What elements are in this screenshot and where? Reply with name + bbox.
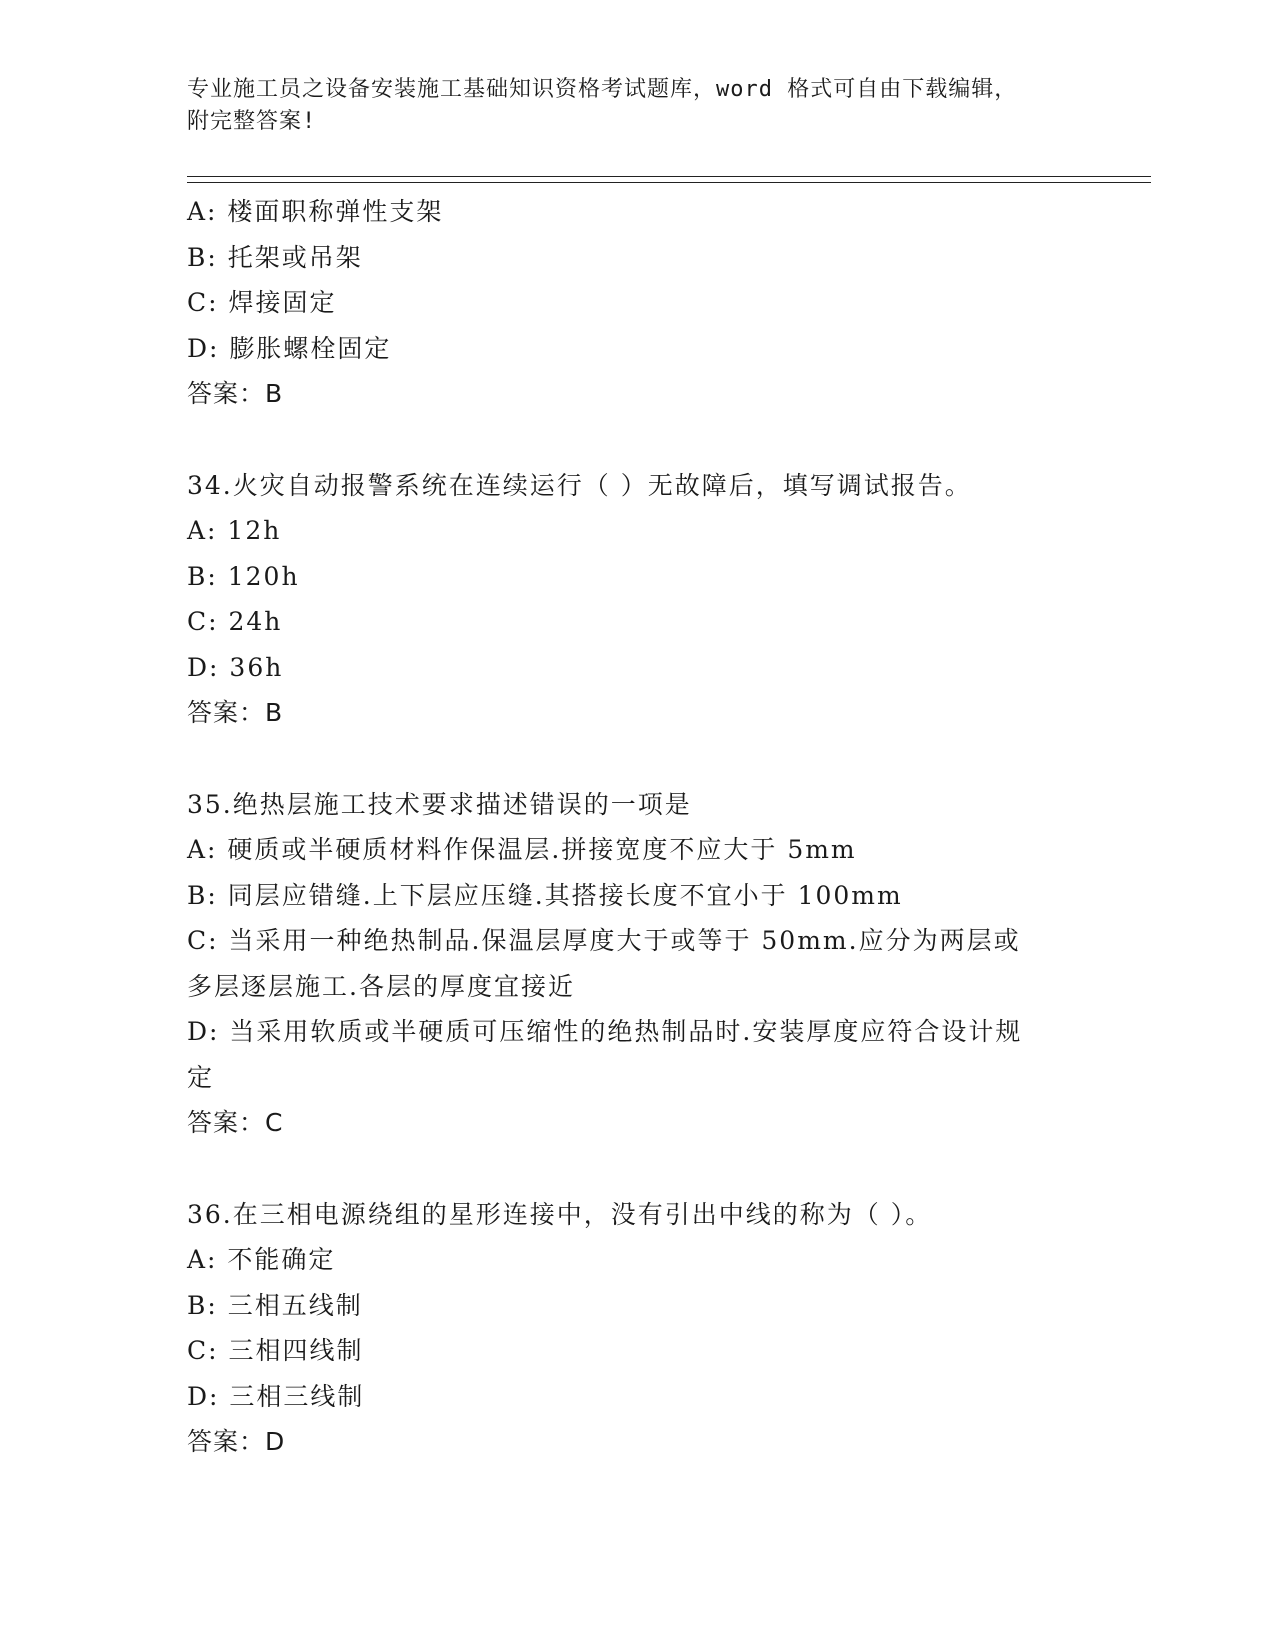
- header-line-1: 专业施工员之设备安装施工基础知识资格考试题库，word 格式可自由下载编辑，: [187, 77, 1018, 102]
- option-a: A: 不能确定: [187, 1245, 336, 1274]
- option-c: C: 24h: [187, 607, 283, 636]
- block-spacer: [187, 1146, 1087, 1192]
- answer-line: 答案：D: [187, 1427, 286, 1456]
- question-text: 34.火灾自动报警系统在连续运行（ ）无故障后，填写调试报告。: [187, 470, 972, 500]
- answer-line: 答案：B: [187, 698, 284, 727]
- option-a: A: 硬质或半硬质材料作保温层.拼接宽度不应大于 5mm: [187, 835, 857, 864]
- option-a: A: 楼面职称弹性支架: [187, 197, 444, 226]
- question-block: [187, 782, 1087, 1146]
- option-a: A: 12h: [187, 516, 282, 545]
- header-rule-top: [187, 176, 1151, 177]
- option-d: D: 36h: [187, 652, 284, 682]
- question-block: [187, 1192, 1087, 1465]
- question-block: [187, 463, 1087, 736]
- block-spacer: [187, 417, 1087, 463]
- header-line-2: 附完整答案!: [187, 109, 317, 134]
- option-b: B: 120h: [187, 561, 300, 591]
- option-b: B: 托架或吊架: [187, 242, 363, 272]
- question-text: 35.绝热层施工技术要求描述错误的一项是: [187, 789, 692, 819]
- option-b: B: 同层应错缝.上下层应压缝.其搭接长度不宜小于 100mm: [187, 880, 903, 910]
- option-c: C: 三相四线制: [187, 1336, 364, 1365]
- option-d: D: 膨胀螺栓固定: [187, 333, 392, 363]
- answer-line: 答案：B: [187, 379, 284, 408]
- option-d: D: 三相三线制: [187, 1381, 365, 1411]
- option-c: C: 当采用一种绝热制品.保温层厚度大于或等于 50mm.应分为两层或多层逐层施工.各层的厚度宜接近: [187, 926, 1021, 1001]
- header-rule-bottom: [187, 182, 1151, 183]
- answer-line: 答案：C: [187, 1108, 284, 1137]
- document-header: [187, 74, 1067, 138]
- block-spacer: [187, 736, 1087, 782]
- option-c: C: 焊接固定: [187, 288, 337, 317]
- option-d: D: 当采用软质或半硬质可压缩性的绝热制品时.安装厚度应符合设计规定: [187, 1017, 1023, 1092]
- question-text: 36.在三相电源绕组的星形连接中，没有引出中线的称为（ ）。: [187, 1199, 933, 1229]
- question-block: [187, 189, 1087, 417]
- option-b: B: 三相五线制: [187, 1290, 363, 1320]
- question-list: [187, 189, 1087, 1465]
